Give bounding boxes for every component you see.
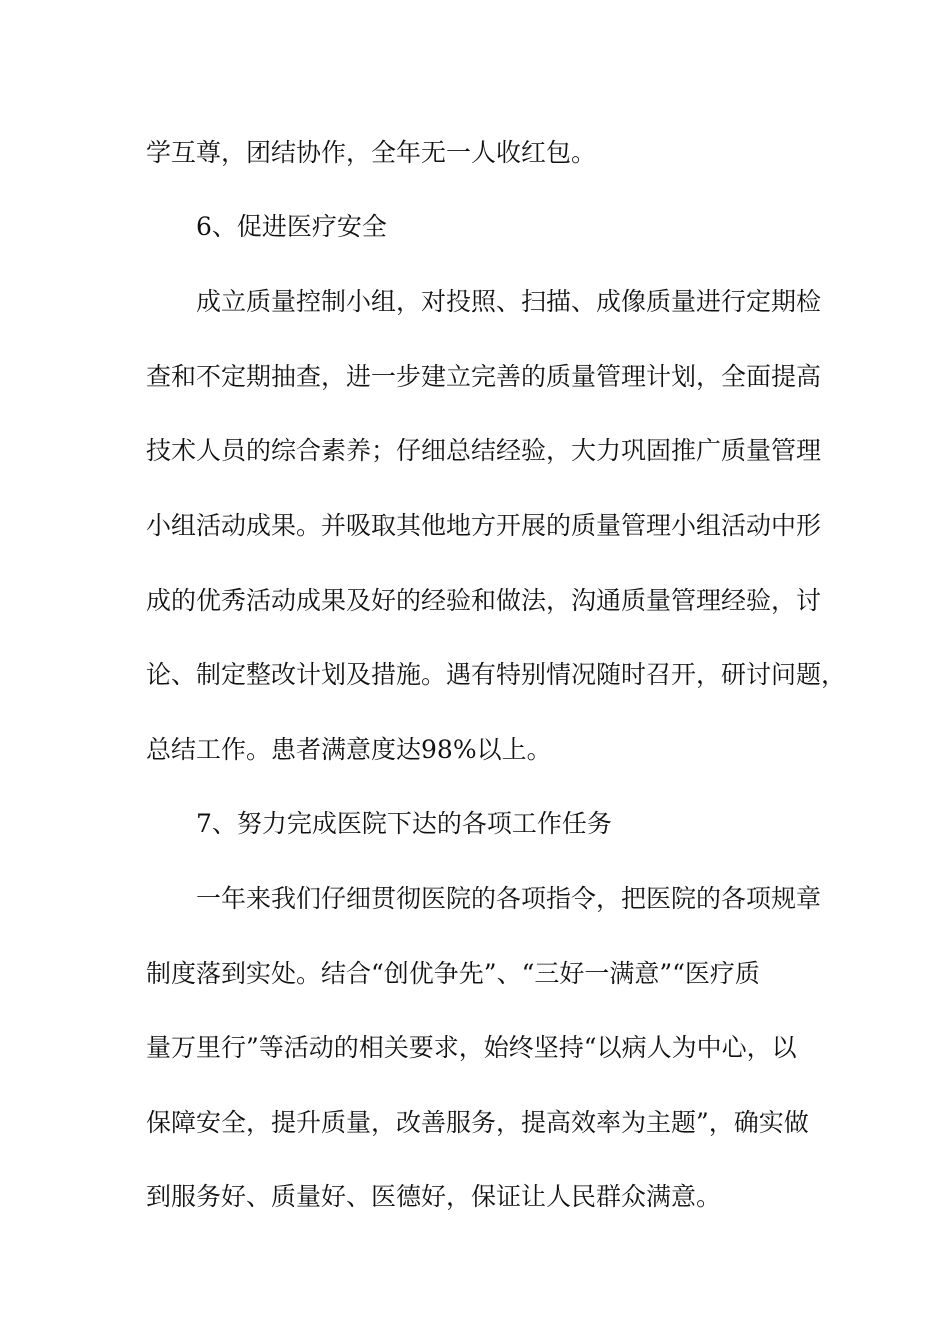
paragraph-line: 技术人员的综合素养；仔细总结经验，大力巩固推广质量管理 bbox=[146, 436, 822, 465]
paragraph-line: 成立质量控制小组，对投照、扫描、成像质量进行定期检 bbox=[196, 287, 822, 316]
paragraph-line: 小组活动成果。并吸取其他地方开展的质量管理小组活动中形 bbox=[146, 511, 822, 540]
paragraph-line: 到服务好、质量好、医德好，保证让人民群众满意。 bbox=[146, 1182, 722, 1211]
paragraph-line: 保障安全，提升质量，改善服务，提高效率为主题”，确实做 bbox=[146, 1108, 809, 1137]
paragraph-line: 一年来我们仔细贯彻医院的各项指令，把医院的各项规章 bbox=[196, 884, 822, 913]
paragraph-line: 量万里行”等活动的相关要求，始终坚持“以病人为中心，以 bbox=[146, 1033, 797, 1062]
paragraph-line: 论、制定整改计划及措施。遇有特别情况随时召开，研讨问题， bbox=[146, 660, 847, 689]
paragraph-line: 成的优秀活动成果及好的经验和做法，沟通质量管理经验，讨 bbox=[146, 586, 822, 615]
paragraph-line: 查和不定期抽查，进一步建立完善的质量管理计划，全面提高 bbox=[146, 362, 822, 391]
paragraph-line: 制度落到实处。结合“创优争先”、“三好一满意”“医疗质 bbox=[146, 959, 760, 988]
section-heading: 6、促进医疗安全 bbox=[196, 212, 387, 241]
text-line: 学互尊，团结协作，全年无一人收红包。 bbox=[146, 138, 597, 167]
paragraph-line: 总结工作。患者满意度达98%以上。 bbox=[146, 735, 552, 764]
section-heading: 7、努力完成医院下达的各项工作任务 bbox=[196, 809, 612, 838]
